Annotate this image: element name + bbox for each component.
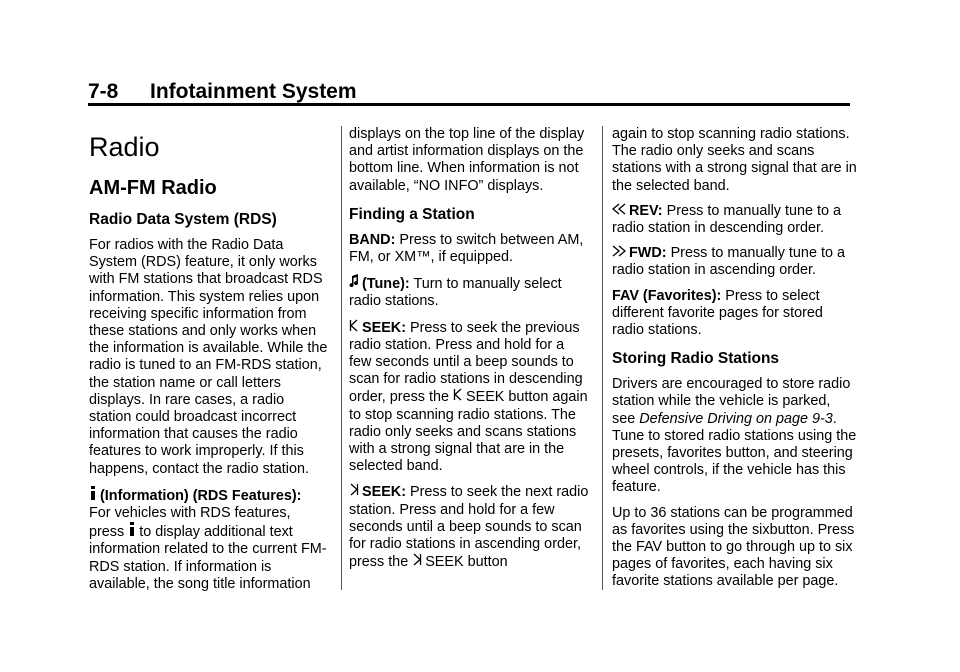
fwd-paragraph — [612, 245, 857, 279]
column-divider-1 — [341, 126, 342, 590]
seek-forward-icon — [349, 483, 359, 501]
tune-label: (Tune): — [362, 276, 410, 293]
seek-back-icon — [349, 319, 359, 337]
info-text-a: For vehicles with RDS features, press — [89, 505, 291, 541]
band-label: BAND: — [349, 231, 396, 248]
heading-finding-station: Finding a Station — [349, 205, 475, 223]
page-number: 7-8 — [88, 80, 119, 103]
heading-storing-stations: Storing Radio Stations — [612, 350, 780, 368]
seek-back-text-a: Press to seek the previous radio station. Press and hold for a few seconds until a beep sounds to scan for radio stations in descending order, press the — [349, 319, 583, 406]
seek-forward-paragraph — [349, 483, 589, 571]
rds-paragraph: For radios with the Radio Data System (RDS) feature, it only works with FM stations that broadcast RDS information. This system relies upon receiving specific information from these stations and only works when the information is available. While the radio is tuned to an FM-RDS station, the station name or call letters displays. In rare cases, a radio station could broadcast incorrect information that causes the radio features to work improperly. If this happens, contact the radio station. — [89, 237, 328, 477]
fwd-label: FWD: — [629, 245, 667, 262]
seek-back-paragraph — [349, 319, 589, 476]
storing-text-b: . Tune to stored radio stations using the presets, favorites button, and steering wheel controls, if the vehicle has this feature. — [612, 410, 857, 496]
section-title: Infotainment System — [150, 80, 357, 103]
defensive-driving-link[interactable]: Defensive Driving on page 9-3 — [639, 410, 833, 427]
seek-forward-text-b: SEEK button — [425, 554, 508, 571]
seek-forward-icon — [412, 553, 422, 571]
band-paragraph — [349, 232, 589, 266]
rewind-icon — [612, 203, 626, 220]
info-paragraph — [89, 486, 329, 593]
fav-paragraph — [612, 288, 857, 340]
column-1 — [89, 126, 329, 601]
column-divider-2 — [602, 126, 603, 590]
heading-am-fm-radio: AM-FM Radio — [89, 177, 217, 199]
tune-text: Turn to manually select radio stations. — [349, 276, 562, 310]
rev-paragraph — [612, 203, 857, 237]
rev-text: Press to manually tune to a radio station in descending order. — [612, 202, 841, 237]
info-icon — [128, 522, 136, 541]
fav-text: Press to select different favorite pages for stored radio stations. — [612, 287, 823, 339]
header-rule — [88, 103, 850, 106]
seek-back-icon — [453, 388, 463, 406]
info-icon — [89, 486, 97, 505]
rds-continued: displays on the top line of the display and artist information displays on the bottom line. When information is not available, “NO INFO” displays. — [349, 126, 585, 194]
storing-text-a: Drivers are encouraged to store radio station while the vehicle is parked, see — [612, 376, 851, 427]
column-3 — [612, 126, 857, 599]
info-label: (Information) (RDS Features): — [100, 487, 302, 504]
storing-paragraph-1 — [612, 376, 857, 496]
band-text: Press to switch between AM, FM, or XM™, if equipped. — [349, 231, 584, 266]
seek-continued: again to stop scanning radio stations. The radio only seeks and scans stations with a strong signal that are in the selected band. — [612, 126, 857, 194]
seek-back-label: SEEK: — [362, 319, 406, 336]
info-text-b: to display additional text information related to the current FM-RDS station. If information is available, the song title information — [89, 524, 327, 592]
fast-forward-icon — [612, 245, 626, 262]
heading-radio: Radio — [89, 132, 160, 162]
rev-label: REV: — [629, 202, 663, 219]
storing-paragraph-2: Up to 36 stations can be programmed as favorites using the sixbutton. Press the FAV button to go through up to six pages of favorites, each having six favorite stations available per page. — [612, 504, 855, 590]
fav-label: FAV (Favorites): — [612, 287, 722, 304]
seek-forward-text-a: Press to seek the next radio station. Press and hold for a few seconds until a beep sounds to scan for radio stations in ascending order, press the — [349, 484, 589, 571]
seek-back-text-b: SEEK button again to stop scanning radio stations. The radio only seeks and scans stations with a strong signal that are in the selected band. — [349, 389, 588, 475]
heading-rds: Radio Data System (RDS) — [89, 211, 277, 228]
column-2 — [349, 126, 589, 579]
fwd-text: Press to manually tune to a radio station in ascending order. — [612, 245, 845, 279]
tune-paragraph — [349, 274, 589, 310]
seek-forward-label: SEEK: — [362, 484, 406, 501]
tune-icon — [349, 274, 359, 293]
